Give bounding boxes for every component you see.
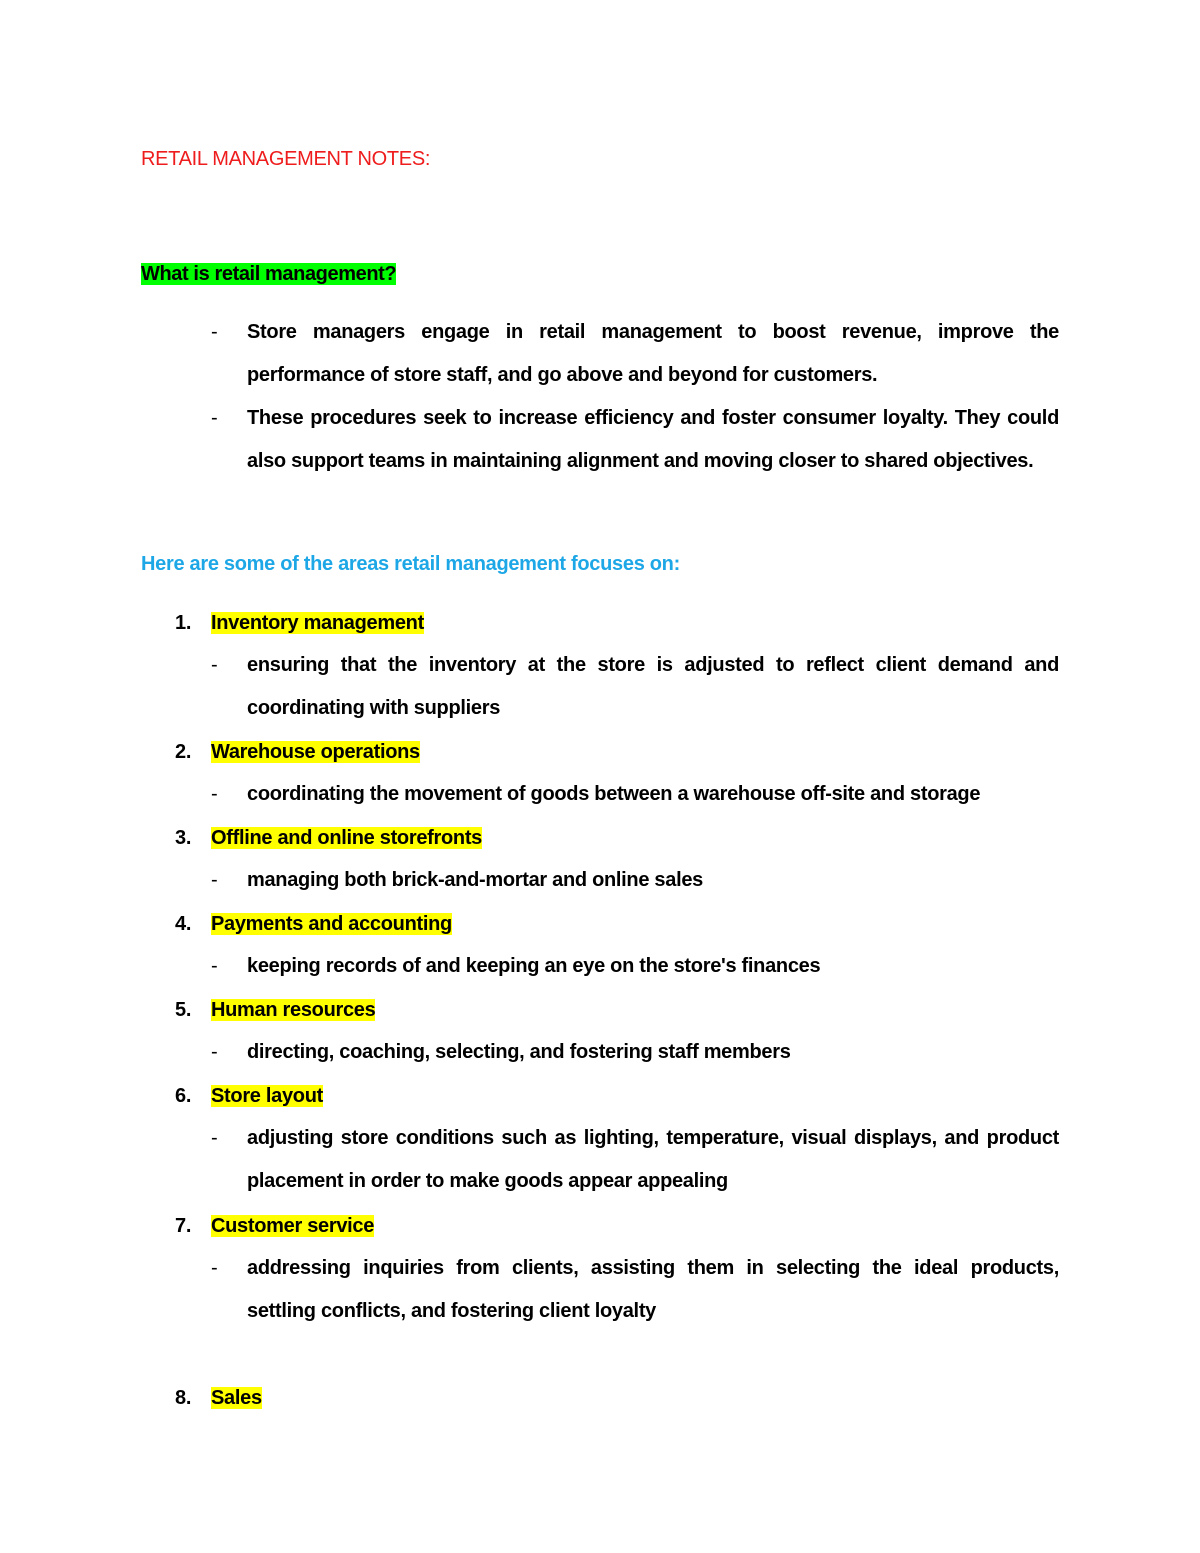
area-title: Sales xyxy=(211,1387,262,1409)
area-detail xyxy=(211,945,1059,988)
area-detail-text: coordinating the movement of goods between a warehouse off-site and storage xyxy=(247,783,981,805)
bullet-dash: - xyxy=(211,1257,218,1279)
area-number: 2. xyxy=(175,741,192,763)
definition-heading-text: What is retail management? xyxy=(141,263,397,285)
area-number: 7. xyxy=(175,1215,192,1237)
area-detail xyxy=(211,1031,1059,1074)
definition-point xyxy=(211,397,1059,483)
area-item xyxy=(175,1212,374,1240)
area-title: Warehouse operations xyxy=(211,741,420,763)
area-item xyxy=(175,1384,262,1412)
area-item xyxy=(175,738,420,766)
bullet-dash: - xyxy=(211,407,218,429)
area-detail xyxy=(211,773,1059,816)
area-title: Payments and accounting xyxy=(211,913,452,935)
area-title: Offline and online storefronts xyxy=(211,827,483,849)
area-title: Store layout xyxy=(211,1085,323,1107)
area-detail-text: directing, coaching, selecting, and fostering staff members xyxy=(247,1041,791,1063)
area-detail-text: adjusting store conditions such as lighting, temperature, visual displays, and product placement in order to make goods appear appealing xyxy=(247,1127,1059,1192)
bullet-dash: - xyxy=(211,321,218,343)
area-item xyxy=(175,609,424,637)
definition-point xyxy=(211,311,1059,397)
area-detail xyxy=(211,644,1059,730)
area-detail xyxy=(211,1247,1059,1333)
bullet-dash: - xyxy=(211,1041,218,1063)
focus-heading: Here are some of the areas retail management focuses on: xyxy=(141,553,680,575)
area-title: Human resources xyxy=(211,999,376,1021)
area-number: 6. xyxy=(175,1085,192,1107)
definition-heading xyxy=(141,260,396,288)
area-number: 1. xyxy=(175,612,192,634)
bullet-dash: - xyxy=(211,783,218,805)
definition-point-text: These procedures seek to increase efficiency and foster consumer loyalty. They could also support teams in maintaining alignment and moving closer to shared objectives. xyxy=(247,407,1059,472)
area-item xyxy=(175,824,482,852)
bullet-dash: - xyxy=(211,1127,218,1149)
bullet-dash: - xyxy=(211,654,218,676)
bullet-dash: - xyxy=(211,869,218,891)
area-detail-text: ensuring that the inventory at the store is adjusted to reflect client demand and coordinating with suppliers xyxy=(247,654,1059,719)
document-title: RETAIL MANAGEMENT NOTES: xyxy=(141,148,431,170)
area-title: Inventory management xyxy=(211,612,424,634)
area-item xyxy=(175,996,375,1024)
area-number: 4. xyxy=(175,913,192,935)
bullet-dash: - xyxy=(211,955,218,977)
area-number: 3. xyxy=(175,827,192,849)
area-detail-text: addressing inquiries from clients, assisting them in selecting the ideal products, settling conflicts, and fostering client loyalty xyxy=(247,1257,1059,1322)
area-detail-text: managing both brick-and-mortar and online sales xyxy=(247,869,703,891)
area-number: 5. xyxy=(175,999,192,1021)
area-item xyxy=(175,1082,323,1110)
area-item xyxy=(175,910,452,938)
definition-point-text: Store managers engage in retail management to boost revenue, improve the performance of store staff, and go above and beyond for customers. xyxy=(247,321,1059,386)
area-detail-text: keeping records of and keeping an eye on the store's finances xyxy=(247,955,821,977)
area-title: Customer service xyxy=(211,1215,375,1237)
area-detail xyxy=(211,1117,1059,1203)
area-detail xyxy=(211,859,1059,902)
area-number: 8. xyxy=(175,1387,192,1409)
